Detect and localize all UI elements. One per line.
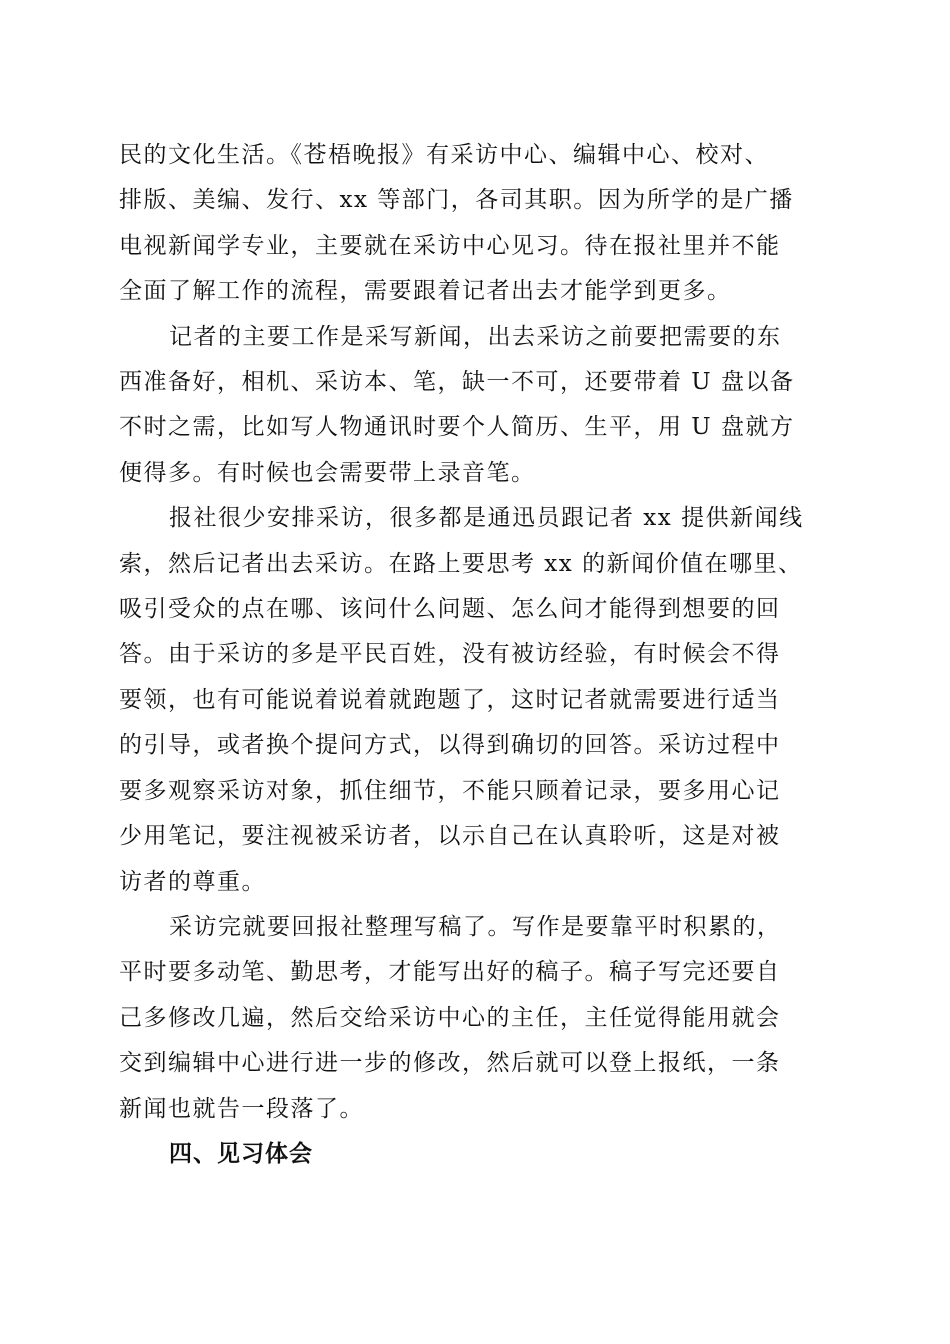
text-line: 全面了解工作的流程，需要跟着记者出去才能学到更多。 <box>119 278 732 305</box>
text-line: 交到编辑中心进行进一步的修改，然后就可以登上报纸，一条 <box>119 1050 781 1077</box>
text-line: 报社很少安排采访，很多都是通迅员跟记者 xx 提供新闻线 <box>169 505 804 532</box>
text-line: 西准备好，相机、采访本、笔，缺一不可，还要带着 U 盘以备 <box>119 369 795 396</box>
text-line: 少用笔记，要注视被采访者，以示自己在认真聆听，这是对被 <box>119 823 781 850</box>
text-line: 电视新闻学专业，主要就在采访中心见习。待在报社里并不能 <box>119 232 781 259</box>
text-line: 己多修改几遍，然后交给采访中心的主任，主任觉得能用就会 <box>119 1004 781 1031</box>
text-line: 便得多。有时候也会需要带上录音笔。 <box>119 459 536 486</box>
text-line: 排版、美编、发行、xx 等部门，各司其职。因为所学的是广播 <box>119 187 794 214</box>
text-line: 吸引受众的点在哪、该问什么问题、怎么问才能得到想要的回 <box>119 596 781 623</box>
paragraph-reporter-preparation <box>119 315 831 497</box>
text-line: 答。由于采访的多是平民百姓，没有被访经验，有时候会不得 <box>119 641 781 668</box>
text-line: 访者的尊重。 <box>119 868 266 895</box>
text-line: 新闻也就告一段落了。 <box>119 1095 364 1122</box>
text-line: 要领，也有可能说着说着就跑题了，这时记者就需要进行适当 <box>119 686 781 713</box>
paragraph-interview-process <box>119 496 831 905</box>
text-line: 采访完就要回报社整理写稿了。写作是要靠平时积累的， <box>169 913 782 940</box>
text-line: 索，然后记者出去采访。在路上要思考 xx 的新闻价值在哪里、 <box>119 550 803 577</box>
document-body <box>119 133 831 1177</box>
text-line: 不时之需，比如写人物通讯时要个人简历、生平，用 U 盘就方 <box>119 414 795 441</box>
text-line: 记者的主要工作是采写新闻，出去采访之前要把需要的东 <box>169 323 782 350</box>
paragraph-writing-drafts <box>119 905 831 1132</box>
section-heading: 四、见习体会 <box>169 1140 313 1167</box>
text-line: 平时要多动笔、勤思考，才能写出好的稿子。稿子写完还要自 <box>119 959 781 986</box>
text-line: 要多观察采访对象，抓住细节，不能只顾着记录，要多用心记 <box>119 777 781 804</box>
text-line: 民的文化生活。《苍梧晚报》有采访中心、编辑中心、校对、 <box>119 142 769 168</box>
text-line: 的引导，或者换个提问方式，以得到确切的回答。采访过程中 <box>119 732 781 759</box>
paragraph-newspaper-departments <box>119 133 831 315</box>
